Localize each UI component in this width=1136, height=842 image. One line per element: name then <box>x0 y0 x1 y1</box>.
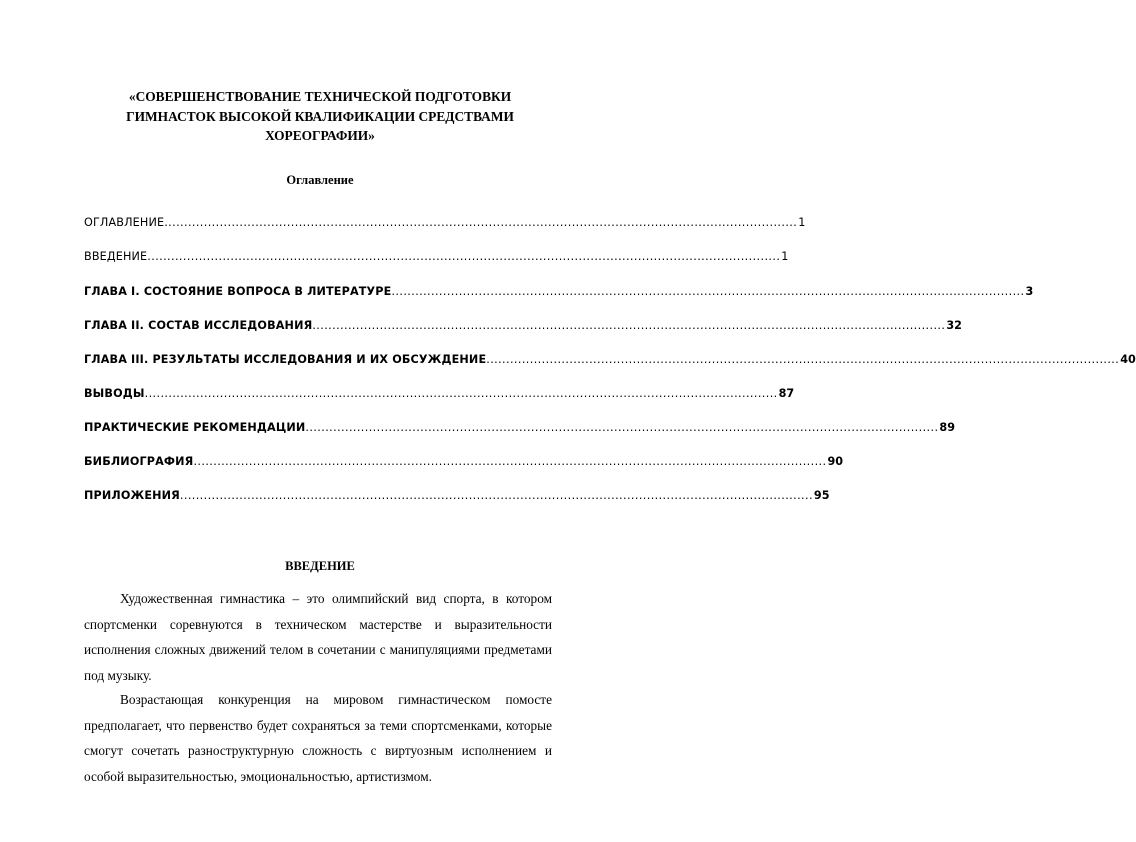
toc-leader-dots: ................................................................................................................................................................ <box>144 387 778 400</box>
toc-leader-dots: ................................................................................................................................................................ <box>147 250 781 263</box>
toc-entry-chapter-2[interactable] <box>84 318 962 334</box>
toc-entry-page-number: 1 <box>798 216 806 229</box>
toc-entry-page-number: 40 <box>1120 353 1136 366</box>
toc-entry-label: ПРИЛОЖЕНИЯ <box>84 489 180 502</box>
toc-entry-page-number: 32 <box>946 319 962 332</box>
toc-entry-page-number: 87 <box>778 387 795 400</box>
document-title-line: ГИМНАСТОК ВЫСОКОЙ КВАЛИФИКАЦИИ СРЕДСТВАМИ <box>126 108 514 124</box>
toc-entry-label: ГЛАВА II. СОСТАВ ИССЛЕДОВАНИЯ <box>84 319 313 332</box>
toc-entry-label: ПРАКТИЧЕСКИЕ РЕКОМЕНДАЦИИ <box>84 421 306 434</box>
toc-entry-contents[interactable] <box>84 215 806 231</box>
toc-entry-page-number: 89 <box>939 421 955 434</box>
toc-leader-dots: ................................................................................................................................................................ <box>486 353 1120 366</box>
toc-leader-dots: ................................................................................................................................................................ <box>305 421 939 434</box>
toc-entry-appendices[interactable] <box>84 488 830 504</box>
toc-entry-page-number: 1 <box>781 250 789 263</box>
toc-leader-dots: ................................................................................................................................................................ <box>179 489 813 502</box>
toc-entry-conclusions[interactable] <box>84 386 795 402</box>
toc-entry-label: ВЫВОДЫ <box>84 387 145 400</box>
document-title-line: ХОРЕОГРАФИИ» <box>265 128 375 143</box>
toc-leader-dots: ................................................................................................................................................................ <box>164 216 798 229</box>
introduction-heading: ВВЕДЕНИЕ <box>285 559 355 573</box>
toc-entry-page-number: 95 <box>813 489 830 502</box>
body-paragraph: Художественная гимнастика – это олимпийский вид спорта, в котором спортсменки соревнуются в техническом мастерстве и выразительности исполнения сложных движений телом в сочетании с манипуляциями предметами под музыку. <box>84 591 552 683</box>
toc-entry-label: ГЛАВА III. РЕЗУЛЬТАТЫ ИССЛЕДОВАНИЯ И ИХ ОБСУЖДЕНИЕ <box>84 353 487 366</box>
toc-entry-introduction[interactable] <box>84 249 789 265</box>
toc-leader-dots: ................................................................................................................................................................ <box>312 319 946 332</box>
toc-entry-chapter-3[interactable] <box>84 352 1136 368</box>
toc-entry-bibliography[interactable] <box>84 454 844 470</box>
toc-entry-page-number: 3 <box>1025 285 1034 298</box>
toc-entry-label: ОГЛАВЛЕНИЕ <box>84 216 165 229</box>
toc-entry-recommendations[interactable] <box>84 420 955 436</box>
toc-entry-page-number: 90 <box>827 455 844 468</box>
toc-entry-chapter-1[interactable] <box>84 284 1034 300</box>
toc-entry-label: ГЛАВА I. СОСТОЯНИЕ ВОПРОСА В ЛИТЕРАТУРЕ <box>84 285 392 298</box>
document-title-line: «СОВЕРШЕНСТВОВАНИЕ ТЕХНИЧЕСКОЙ ПОДГОТОВКИ <box>128 89 512 104</box>
toc-entry-label: БИБЛИОГРАФИЯ <box>84 455 194 468</box>
toc-leader-dots: ................................................................................................................................................................ <box>193 455 827 468</box>
toc-heading: Оглавление <box>286 173 354 187</box>
toc-leader-dots: ................................................................................................................................................................ <box>391 285 1025 298</box>
toc-entry-label: ВВЕДЕНИЕ <box>84 250 148 263</box>
body-paragraph: Возрастающая конкуренция на мировом гимнастическом помосте предполагает, что первенство будет сохраняться за теми спортсменками, которые смогут сочетать разноструктурную сложность с виртуозным исполнением и особой выразительностью, эмоциональностью, артистизмом. <box>84 692 552 784</box>
